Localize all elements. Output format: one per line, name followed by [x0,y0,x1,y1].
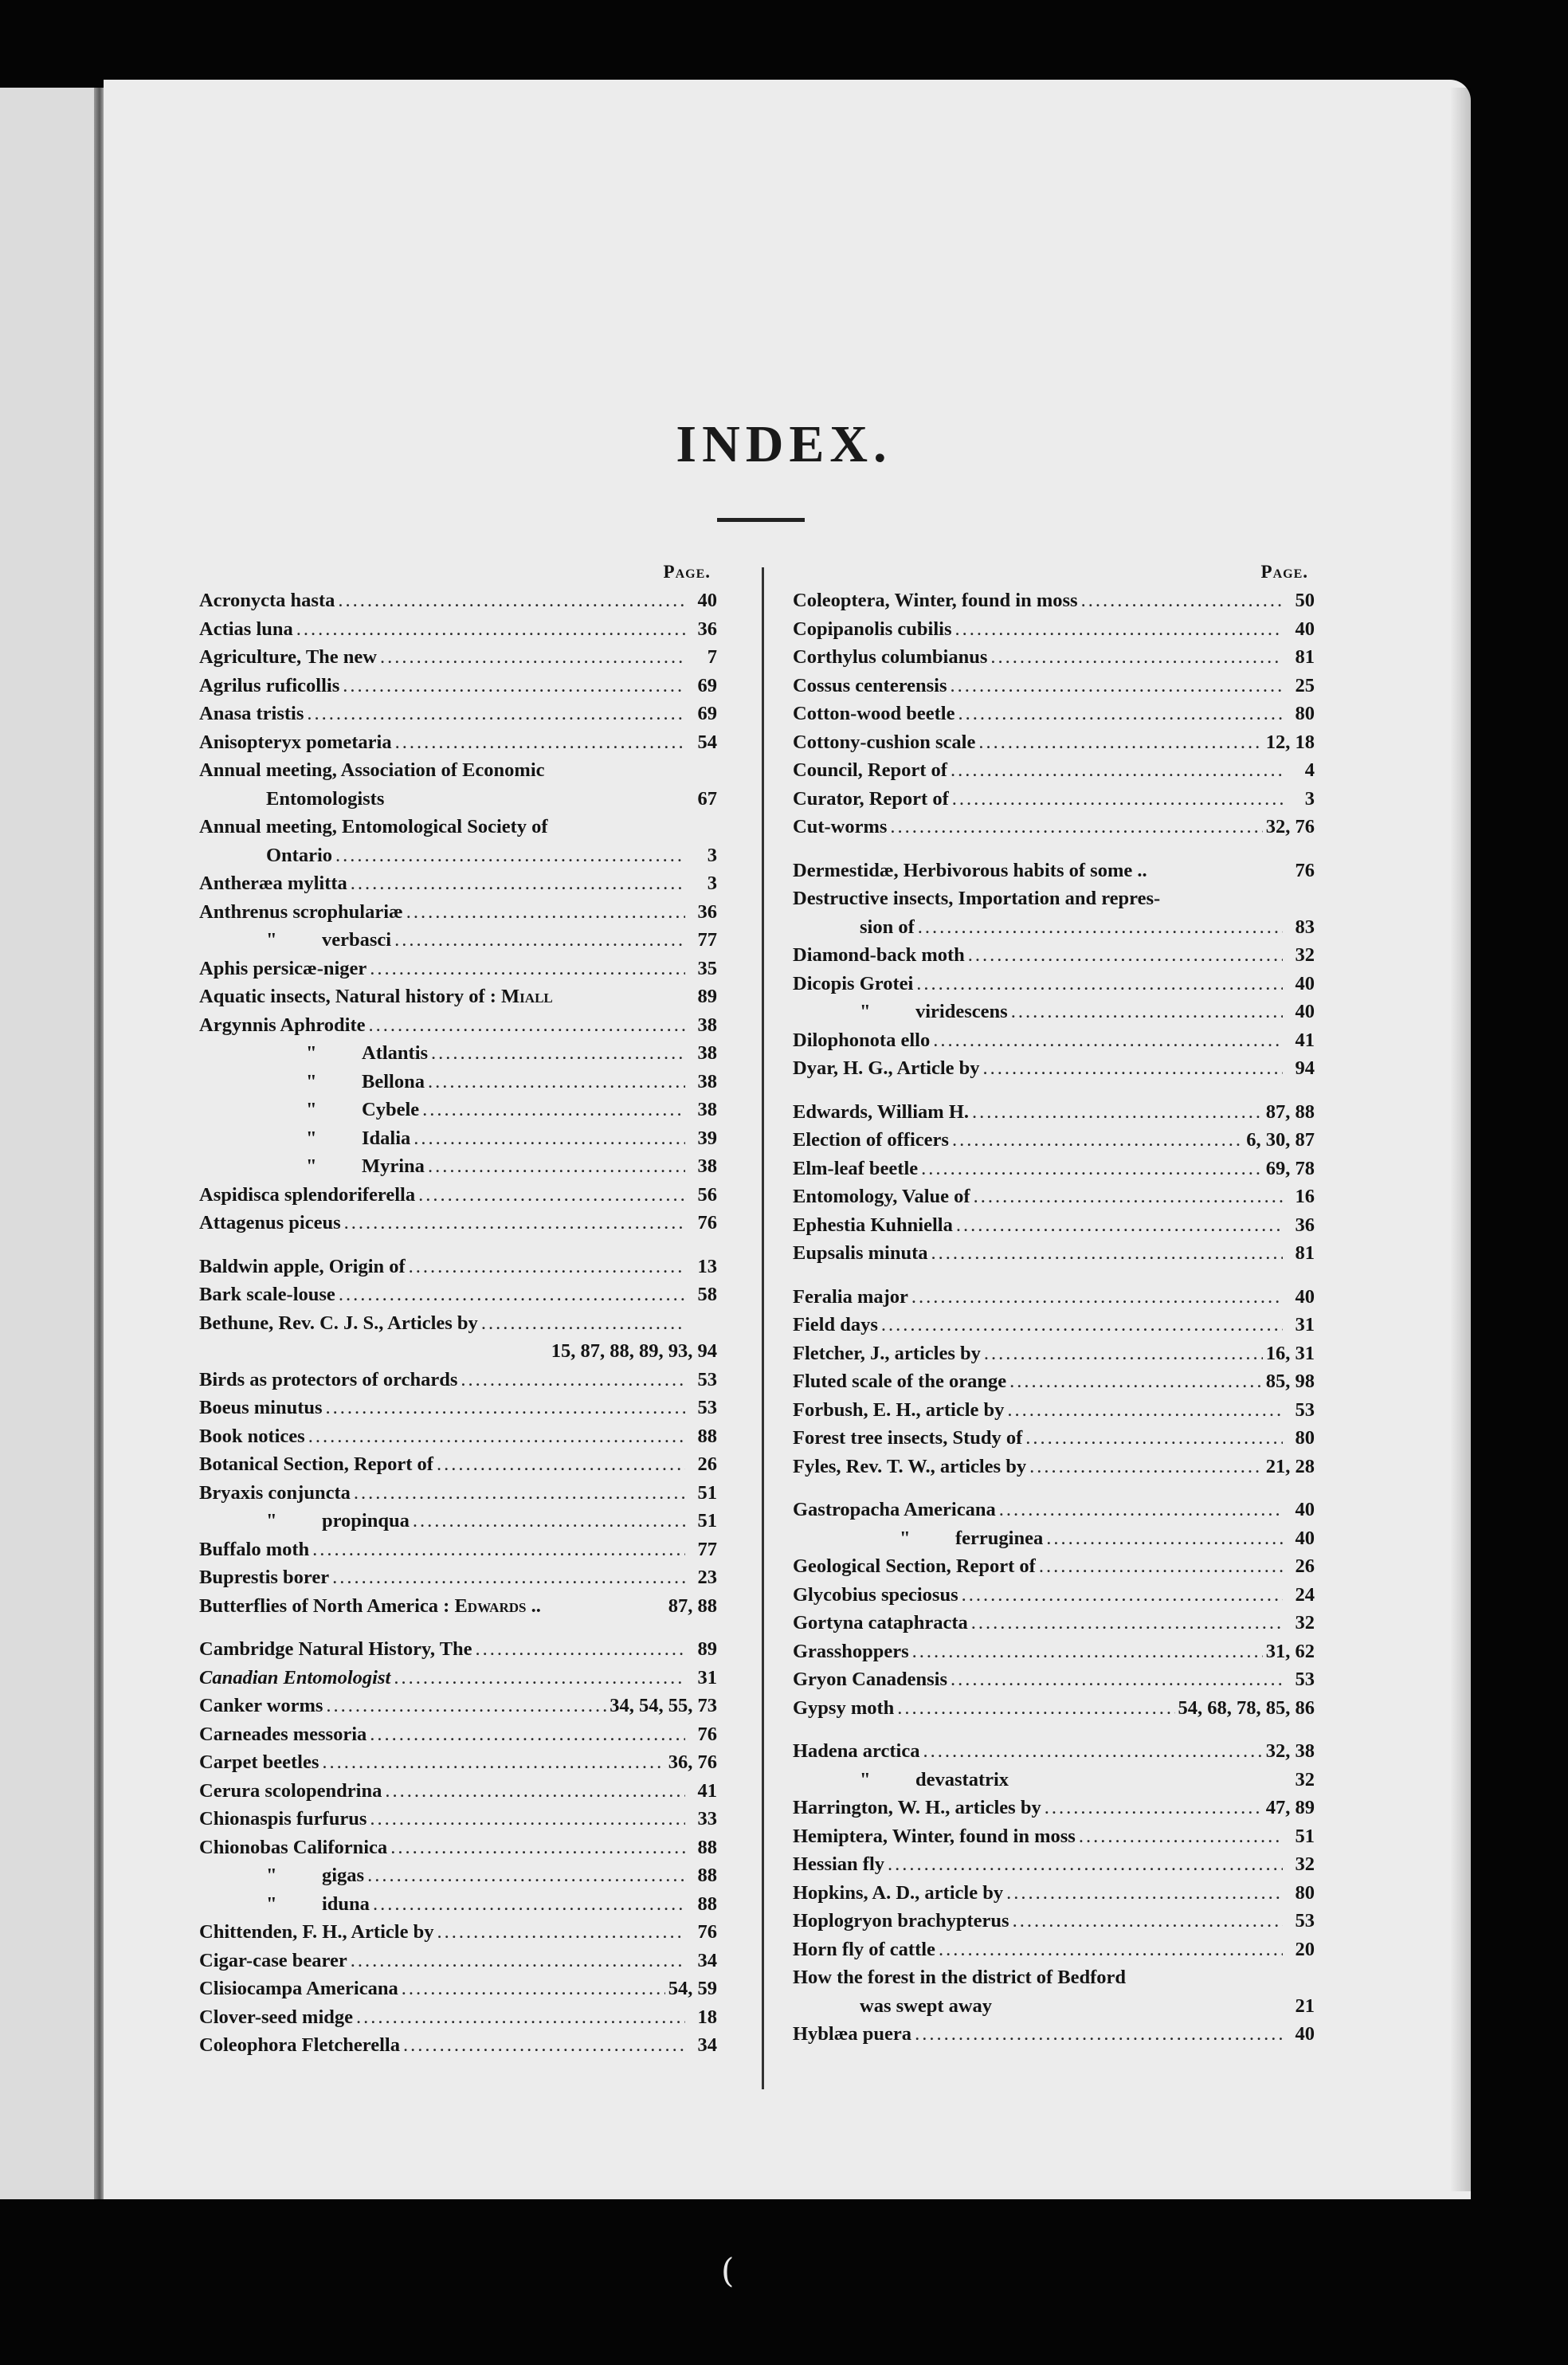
index-entry: Ephestia Kuhniella ..... 36 [793,1211,1315,1240]
index-entry: Council, Report of ..... 4 [793,756,1315,785]
ditto-mark: " [266,1865,277,1886]
index-entry: Acronycta hasta ..... 40 [199,586,717,615]
index-entry: Buffalo moth ..... 77 [199,1535,717,1564]
index-entry: How the forest in the district of Bedford [793,1967,1127,1988]
index-entry: Argynnis Aphrodite ..... 38 [199,1011,717,1040]
index-entry: Cossus centerensis ..... 25 [793,672,1315,700]
index-subentry: " Bellona ..... 38 [199,1068,717,1096]
index-entry: Anthrenus scrophulariæ ..... 36 [199,898,717,927]
index-entry: Attagenus piceus ..... 76 [199,1209,717,1237]
index-entry: Eupsalis minuta ..... 81 [793,1239,1315,1268]
index-entry: Coleophora Fletcherella ..... 34 [199,2031,717,2060]
ditto-mark: " [306,1042,317,1064]
index-entry: Dicopis Grotei ..... 40 [793,970,1315,998]
index-entry: Dermestidæ, Herbivorous habits of some .. 76 [793,859,1315,881]
index-entry: Curator, Report of ..... 3 [793,785,1315,814]
index-subentry: " Idalia ..... 39 [199,1124,717,1153]
index-entry: Anasa tristis ..... 69 [199,700,717,728]
index-entry: Election of officers ..... 6, 30, 87 [793,1126,1315,1155]
ditto-mark: " [860,1001,871,1022]
index-entry: Annual meeting, Association of Economic [199,759,545,781]
index-subentry: " ferruginea ..... 40 [793,1524,1315,1553]
index-entry: Buprestis borer ..... 23 [199,1563,717,1592]
index-entry: Geological Section, Report of ..... 26 [793,1552,1315,1581]
index-column-left [199,558,717,2060]
index-subentry: " Myrina ..... 38 [199,1152,717,1181]
index-entry: Hemiptera, Winter, found in moss ..... 51 [793,1822,1315,1851]
index-entry: Agrilus ruficollis ..... 69 [199,672,717,700]
index-entry: Feralia major ..... 40 [793,1283,1315,1312]
ditto-mark: " [306,1070,317,1092]
index-entry: Clisiocampa Americana ..... 54, 59 [199,1975,717,2003]
index-entry-continuation: sion of ..... 83 [793,913,1315,942]
index-entry: Annual meeting, Entomological Society of [199,816,548,837]
index-entry: Hyblæa puera ..... 40 [793,2020,1315,2049]
section-gap [793,1722,1315,1737]
index-entry: Diamond-back moth ..... 32 [793,941,1315,970]
index-entry: Book notices ..... 88 [199,1422,717,1451]
index-subentry: " verbasci ..... 77 [199,926,717,955]
index-entry: Actias luna ..... 36 [199,615,717,644]
index-entry: Carneades messoria ..... 76 [199,1720,717,1749]
index-entry-continuation: 15, 87, 88, 89, 93, 94 [551,1340,717,1362]
index-entry: Harrington, W. H., articles by ..... 47, 89 [793,1794,1315,1822]
ditto-mark: " [266,929,277,951]
index-entry: Dyar, H. G., Article by ..... 94 [793,1054,1315,1083]
index-subentry: " propinqua ..... 51 [199,1507,717,1535]
index-entry: Gryon Canadensis ..... 53 [793,1665,1315,1694]
index-entry: Hopkins, A. D., article by ..... 80 [793,1879,1315,1908]
index-entry: Aphis persicæ-niger ..... 35 [199,955,717,983]
index-entry: Field days ..... 31 [793,1311,1315,1339]
index-entry: Cotton-wood beetle ..... 80 [793,700,1315,728]
index-entry: Dilophonota ello ..... 41 [793,1026,1315,1055]
index-entry: Fyles, Rev. T. W., articles by ..... 21, 28 [793,1453,1315,1481]
index-entry: Chittenden, F. H., Article by ..... 76 [199,1918,717,1947]
index-entry-continuation: Entomologists 67 [266,787,717,810]
index-entry: Horn fly of cattle ..... 20 [793,1936,1315,1964]
index-entry: Corthylus columbianus ..... 81 [793,643,1315,672]
index-entry: Forest tree insects, Study of ..... 80 [793,1424,1315,1453]
section-gap [793,841,1315,857]
index-entry: Canker worms ..... 34, 54, 55, 73 [199,1692,717,1720]
index-entry: Gastropacha Americana ..... 40 [793,1496,1315,1524]
index-entry: Chionobas Californica ..... 88 [199,1834,717,1862]
title-rule [717,518,805,522]
index-entry: Carpet beetles ..... 36, 76 [199,1748,717,1777]
index-entry: Coleoptera, Winter, found in moss ..... 50 [793,586,1315,615]
index-entry: Destructive insects, Importation and repres- [793,888,1161,909]
author-name: Edwards [454,1594,527,1617]
page-edge-shadow [1450,88,1471,2191]
page-column-header: Page. [663,562,711,582]
author-name: Miall [501,986,553,1007]
index-entry: Chionaspis furfurus ..... 33 [199,1805,717,1834]
index-subentry: " viridescens ..... 40 [793,998,1315,1026]
index-entry: Edwards, William H. ..... 87, 88 [793,1098,1315,1127]
index-entry: Grasshoppers ..... 31, 62 [793,1637,1315,1666]
ditto-mark: " [306,1099,317,1120]
index-entry-continuation: Ontario ..... 3 [199,841,717,870]
page-title: INDEX. [676,415,892,473]
index-subentry: " Cybele ..... 38 [199,1096,717,1124]
ditto-mark: " [306,1155,317,1177]
index-subentry: " iduna ..... 88 [199,1890,717,1919]
index-entry: Cigar-case bearer ..... 34 [199,1947,717,1975]
index-entry: Agriculture, The new ..... 7 [199,643,717,672]
index-entry: Clover-seed midge ..... 18 [199,2003,717,2032]
index-entry: Canadian Entomologist ..... 31 [199,1664,717,1692]
section-gap [199,1620,717,1635]
index-entry: Gypsy moth ..... 54, 68, 78, 85, 86 [793,1694,1315,1723]
index-subentry: " devastatrix 32 [793,1766,1315,1794]
index-entry: Entomology, Value of ..... 16 [793,1182,1315,1211]
index-entry: Butterflies of North America : Edwards .. 87, 88 [199,1594,717,1617]
ditto-mark: " [860,1768,871,1790]
index-entry-continuation: was swept away 21 [860,1994,1315,2017]
index-entry: Aspidisca splendoriferella ..... 56 [199,1181,717,1210]
ditto-mark: " [266,1892,277,1915]
index-entry: Anisopteryx pometaria ..... 54 [199,728,717,757]
index-entry: Birds as protectors of orchards ..... 53 [199,1366,717,1394]
margin-mark: ( [721,2251,735,2290]
page-column-header: Page. [1260,562,1308,582]
ditto-mark: " [306,1127,317,1149]
section-gap [793,1268,1315,1283]
index-entry: Antheræa mylitta ..... 3 [199,869,717,898]
column-divider [762,567,764,2089]
index-entry: Bark scale-louse ..... 58 [199,1281,717,1309]
ditto-mark: " [266,1510,277,1532]
index-entry: Boeus minutus ..... 53 [199,1394,717,1422]
index-entry: Aquatic insects, Natural history of : Miall 89 [199,986,717,1007]
index-entry: Gortyna cataphracta ..... 32 [793,1609,1315,1637]
section-gap [793,1083,1315,1098]
index-entry: Baldwin apple, Origin of ..... 13 [199,1253,717,1281]
section-gap [199,1237,717,1253]
index-entry: Bethune, Rev. C. J. S., Articles by ..... [199,1309,717,1338]
index-subentry: " gigas ..... 88 [199,1861,717,1890]
index-entry: Glycobius speciosus ..... 24 [793,1581,1315,1610]
index-entry: Hoplogryon brachypterus ..... 53 [793,1907,1315,1936]
index-subentry: " Atlantis ..... 38 [199,1039,717,1068]
index-entry: Copipanolis cubilis ..... 40 [793,615,1315,644]
ditto-mark: " [900,1527,911,1549]
index-entry: Cerura scolopendrina ..... 41 [199,1777,717,1806]
index-entry: Fletcher, J., articles by ..... 16, 31 [793,1339,1315,1368]
index-entry: Hessian fly ..... 32 [793,1850,1315,1879]
index-entry: Bryaxis conjuncta ..... 51 [199,1479,717,1508]
index-entry: Fluted scale of the orange ..... 85, 98 [793,1367,1315,1396]
index-entry: Cottony-cushion scale ..... 12, 18 [793,728,1315,757]
index-entry: Botanical Section, Report of ..... 26 [199,1450,717,1479]
section-gap [793,1481,1315,1496]
index-entry: Cut-worms ..... 32, 76 [793,813,1315,841]
index-entry: Cambridge Natural History, The ..... 89 [199,1635,717,1664]
index-entry: Hadena arctica ..... 32, 38 [793,1737,1315,1766]
facing-page-edge [0,88,104,2199]
index-column-right [793,558,1315,2049]
index-entry: Forbush, E. H., article by ..... 53 [793,1396,1315,1425]
index-entry: Elm-leaf beetle ..... 69, 78 [793,1155,1315,1183]
